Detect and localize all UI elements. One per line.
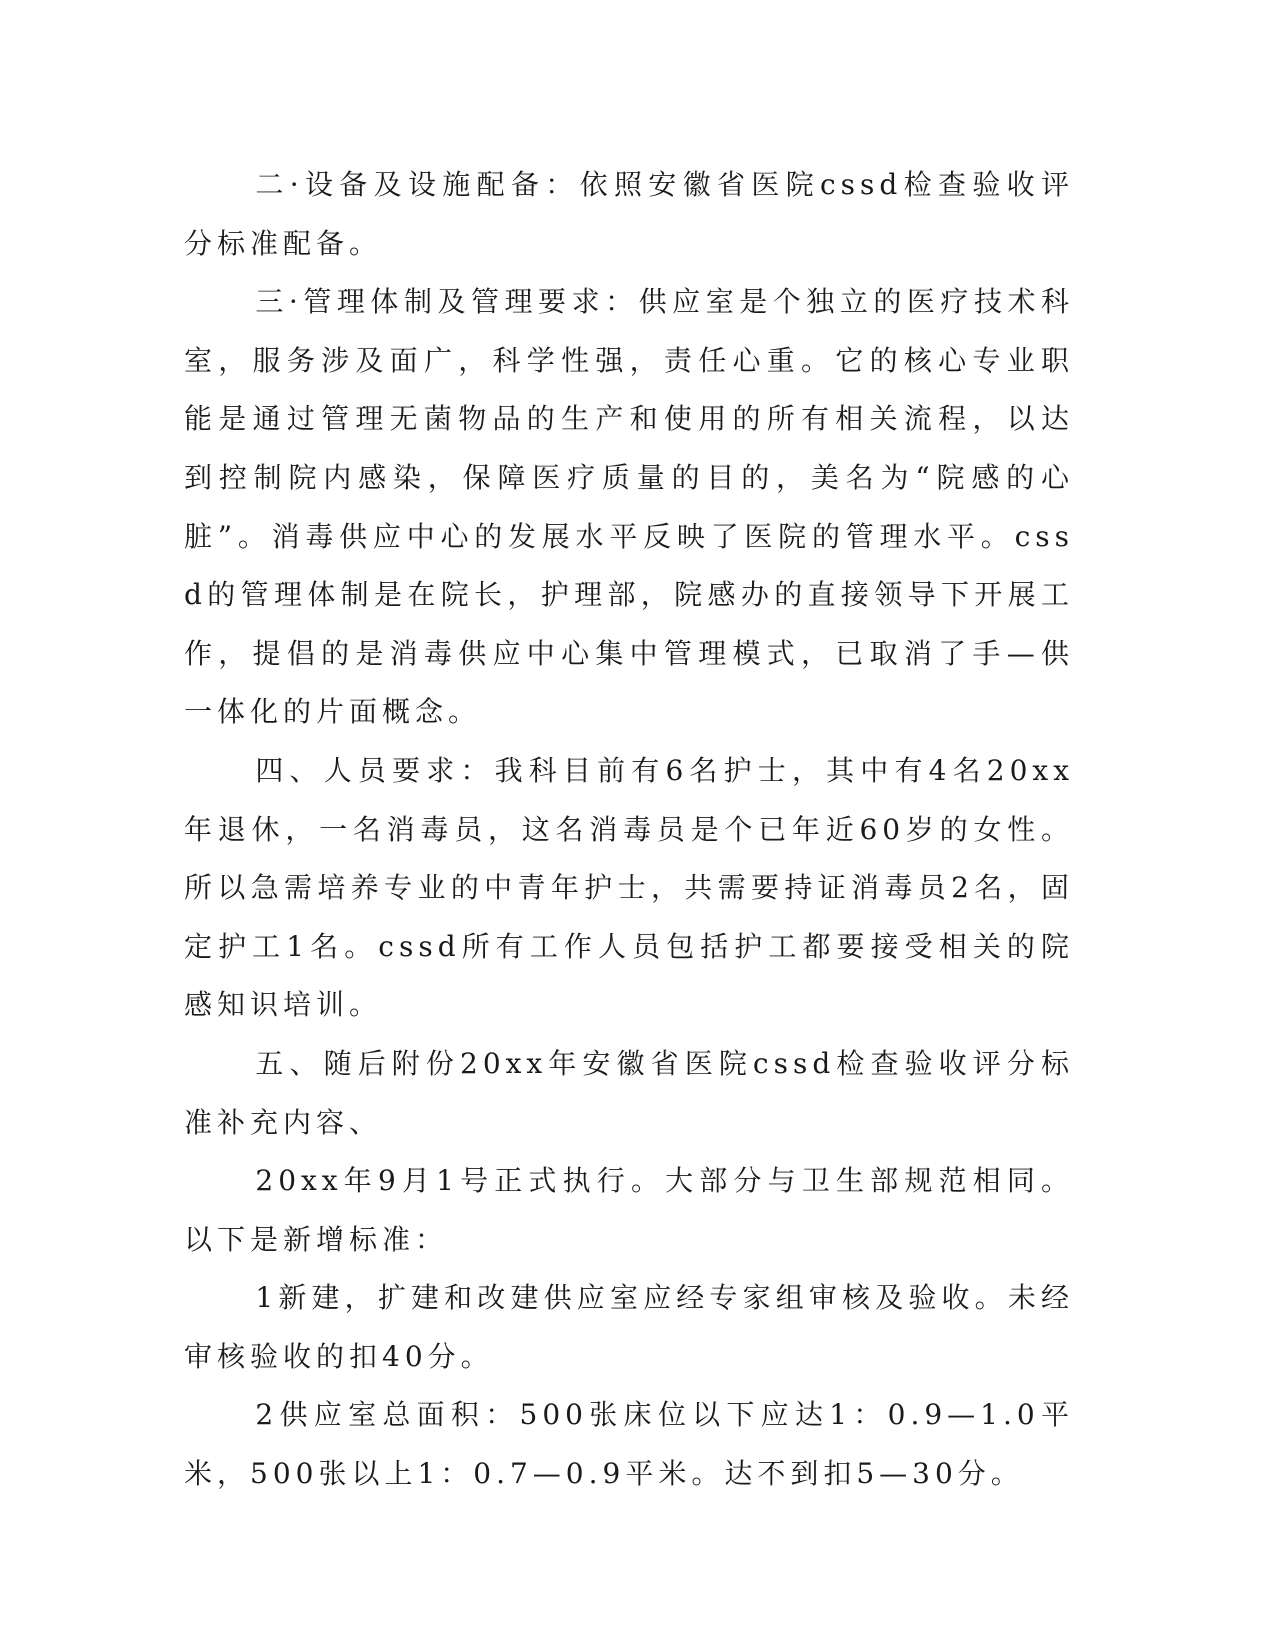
paragraph-standard-2: 2供应室总面积：500张床位以下应达1：0.9—1.0平米，500张以上1：0.7—0.9平米。达不到扣5—30分。 [184, 1398, 1074, 1491]
paragraph-equipment: 二·设备及设施配备：依照安徽省医院cssd检查验收评分标准配备。 [184, 168, 1074, 260]
paragraph-management: 三·管理体制及管理要求：供应室是个独立的医疗技术科室，服务涉及面广，科学性强，责任心重。它的核心专业职能是通过管理无菌物品的生产和使用的所有相关流程，以达到控制院内感染，保障医疗质量的目的，美名为“院感的心脏”。消毒供应中心的发展水平反映了医院的管理水平。cssd的管理体制是在院长，护理部，院感办的直接领导下开展工作，提倡的是消毒供应中心集中管理模式，已取消了手—供一体化的片面概念。 [184, 285, 1074, 729]
paragraph-standard-1: 1新建，扩建和改建供应室应经专家组审核及验收。未经审核验收的扣40分。 [184, 1281, 1074, 1373]
paragraph-effective-date: 20xx年9月1号正式执行。大部分与卫生部规范相同。以下是新增标准： [184, 1164, 1074, 1256]
paragraph-appendix: 五、随后附份20xx年安徽省医院cssd检查验收评分标准补充内容、 [184, 1046, 1074, 1139]
paragraph-staff: 四、人员要求：我科目前有6名护士，其中有4名20xx年退休，一名消毒员，这名消毒员是个已年近60岁的女性。所以急需培养专业的中青年护士，共需要持证消毒员2名，固定护工1名。cssd所有工作人员包括护工都要接受相关的院感知识培训。 [184, 753, 1074, 1022]
document-body [184, 156, 1074, 1504]
